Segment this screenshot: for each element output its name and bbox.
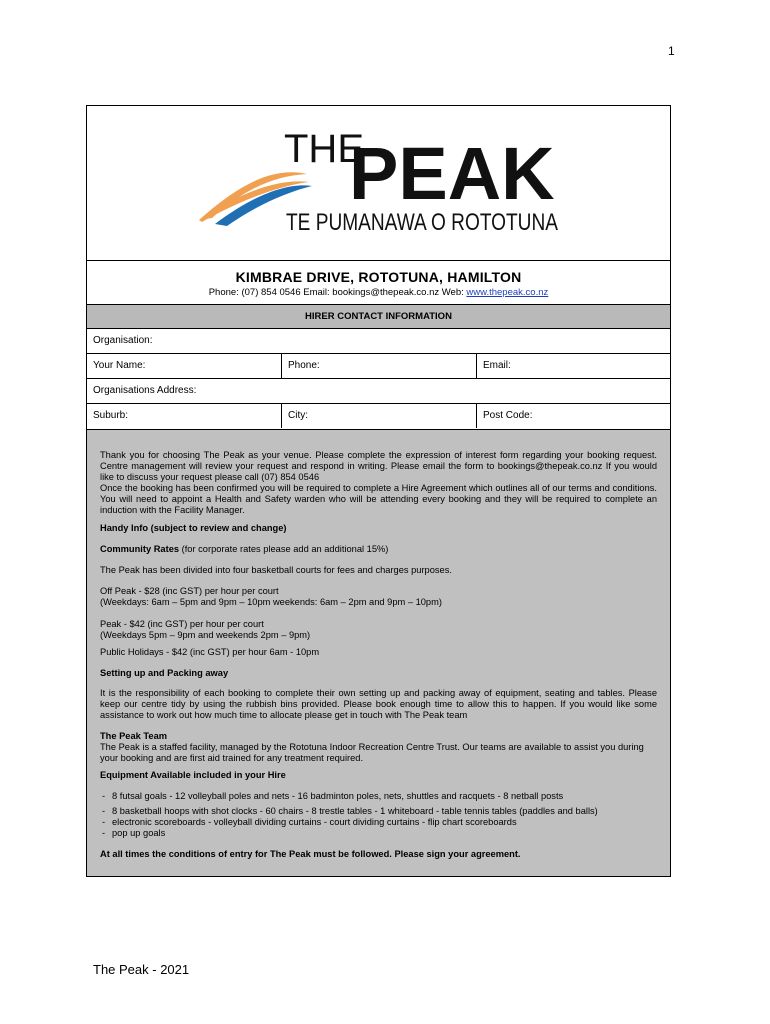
page-number: 1 bbox=[668, 44, 675, 58]
equipment-list bbox=[100, 791, 657, 839]
setup-heading: Setting up and Packing away bbox=[100, 668, 229, 678]
off-peak-times: (Weekdays: 6am – 5pm and 9pm – 10pm weekends: 6am – 2pm and 9pm – 10pm) bbox=[100, 597, 442, 607]
intro-paragraph: Thank you for choosing The Peak as your venue. Please complete the expression of interest form regarding your booking request. Centre management will review your request and respond in writing. Please email the form to bookings@thepeak.co.nz If you would like to discuss your request please call (07) 854 0546 bbox=[100, 450, 657, 482]
organisation-address-field[interactable]: Organisations Address: bbox=[93, 385, 197, 396]
list-item: - electronic scoreboards - volleyball dividing curtains - court dividing curtains - flip chart scoreboards bbox=[100, 817, 657, 828]
organisation-row bbox=[87, 328, 670, 353]
address-row bbox=[87, 378, 670, 403]
booking-paragraph: Once the booking has been confirmed you will be required to complete a Hire Agreement which outlines all of our terms and conditions. You will need to appoint a Health and Safety warden who will be attending every booking and they will be required to complete an induction with the Facility Manager. bbox=[100, 483, 657, 515]
name-row bbox=[87, 353, 670, 378]
info-panel bbox=[87, 429, 670, 876]
logo-peak: PEAK bbox=[349, 132, 555, 215]
courts-text: The Peak has been divided into four basketball courts for fees and charges purposes. bbox=[100, 565, 452, 575]
equipment-heading: Equipment Available included in your Hire bbox=[100, 770, 286, 780]
contact-details: Phone: (07) 854 0546 Email: bookings@thepeak.co.nz Web: bbox=[208, 287, 467, 298]
peak-rate: Peak - $42 (inc GST) per hour per court bbox=[100, 619, 264, 629]
team-text: The Peak is a staffed facility, managed by the Rototuna Indoor Recreation Centre Trust. Our teams are available to assist you during your booking and are first aid trained for any treatment required. bbox=[100, 742, 644, 763]
section-title: HIRER CONTACT INFORMATION bbox=[87, 304, 670, 328]
community-rates-note: (for corporate rates please add an additional 15%) bbox=[179, 544, 389, 554]
venue-address: KIMBRAE DRIVE, ROTOTUNA, HAMILTON bbox=[235, 269, 522, 285]
conditions-text: At all times the conditions of entry for The Peak must be followed. Please sign your agreement. bbox=[100, 849, 521, 859]
phone-field[interactable]: Phone: bbox=[281, 354, 476, 378]
website-link[interactable]: www.thepeak.co.nz bbox=[466, 287, 549, 298]
contact-line bbox=[87, 287, 670, 298]
your-name-field[interactable]: Your Name: bbox=[93, 360, 146, 371]
organisation-field[interactable]: Organisation: bbox=[93, 335, 153, 346]
list-item: - 8 basketball hoops with shot clocks - 60 chairs - 8 trestle tables - 1 whiteboard - table tennis tables (paddles and balls) bbox=[100, 806, 657, 817]
city-field[interactable]: City: bbox=[281, 404, 476, 428]
form-frame bbox=[86, 105, 671, 877]
post-code-field[interactable]: Post Code: bbox=[476, 404, 670, 428]
off-peak-rate: Off Peak - $28 (inc GST) per hour per court bbox=[100, 586, 279, 596]
email-field[interactable]: Email: bbox=[476, 354, 670, 378]
suburb-field[interactable]: Suburb: bbox=[93, 410, 129, 421]
footer-text: The Peak - 2021 bbox=[93, 962, 190, 977]
the-peak-logo bbox=[87, 106, 670, 260]
logo-subtitle: TE PUMANAWA O ROTOTUNA bbox=[286, 209, 558, 236]
list-item: - pop up goals bbox=[100, 828, 657, 839]
community-rates-label: Community Rates bbox=[100, 544, 180, 554]
list-item: - 8 futsal goals - 12 volleyball poles and nets - 16 badminton poles, nets, shuttles and racquets - 8 netball posts bbox=[100, 791, 657, 802]
location-row bbox=[87, 403, 670, 428]
community-rates bbox=[100, 544, 657, 555]
public-holidays-rate: Public Holidays - $42 (inc GST) per hour 6am - 10pm bbox=[100, 647, 320, 657]
peak-times: (Weekdays 5pm – 9pm and weekends 2pm – 9pm) bbox=[100, 630, 311, 640]
handy-info-heading: Handy Info (subject to review and change) bbox=[100, 523, 287, 533]
wave-logo-icon bbox=[87, 106, 670, 260]
setup-text: It is the responsibility of each booking to complete their own setting up and packing away of equipment, seating and tables. Please keep our centre tidy by using the rubbish bins provided. Please book enough time to allow this to happen. If you would like some assistance to work out how much time to allocate please get in touch with The Peak team bbox=[100, 688, 657, 720]
venue-header bbox=[87, 260, 670, 304]
logo-the: THE bbox=[284, 127, 364, 171]
team-heading: The Peak Team bbox=[100, 731, 168, 741]
